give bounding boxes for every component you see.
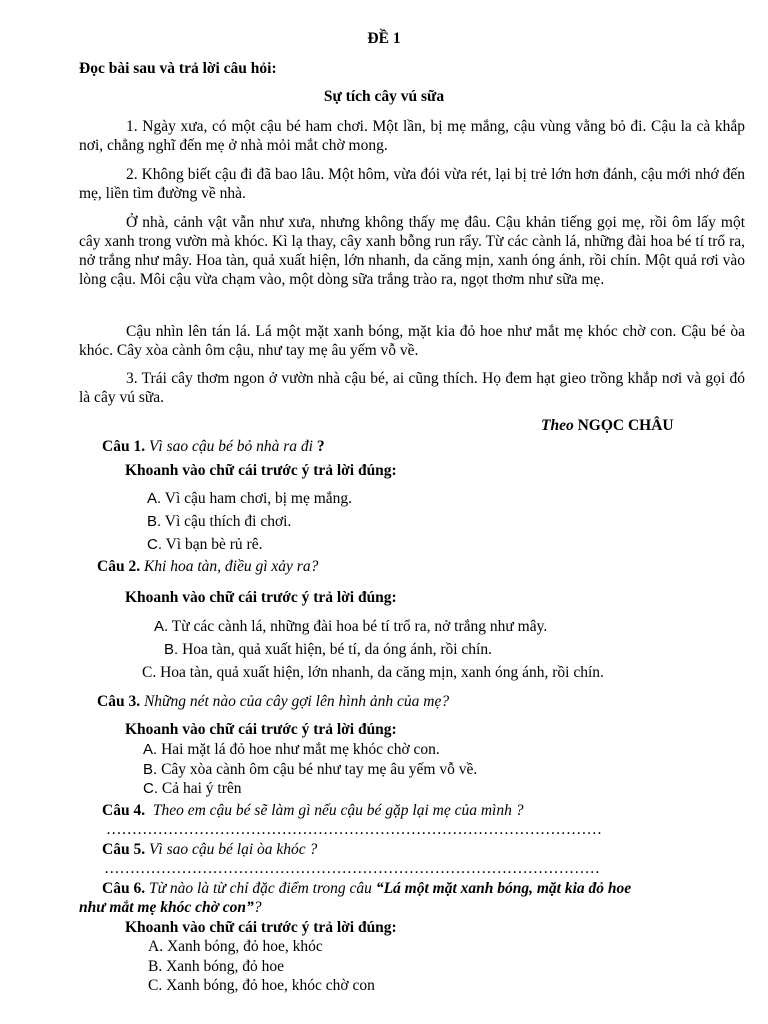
passage-paragraph-2: 2. Không biết cậu đi đã bao lâu. Một hôm, vừa đói vừa rét, lại bị trẻ lớn hơn đánh, cậu mới nhớ đến mẹ, liền tìm đường về nhà. (79, 166, 745, 202)
question-2-option-c[interactable]: C. Hoa tàn, quả xuất hiện, lớn nhanh, da căng mịn, xanh óng ánh, rồi chín. (142, 664, 604, 681)
question-1-option-a[interactable]: A. Vì cậu ham chơi, bị mẹ mắng. (147, 490, 353, 507)
question-6-option-c[interactable]: C. Xanh bóng, đỏ hoe, khóc chờ con (148, 977, 375, 994)
question-1-option-b[interactable]: B. Vì cậu thích đi chơi. (147, 513, 292, 530)
question-2-option-b[interactable]: B. Hoa tàn, quả xuất hiện, bé tí, da óng ánh, rồi chín. (164, 641, 492, 658)
question-2-instruction: Khoanh vào chữ cái trước ý trả lời đúng: (125, 589, 397, 606)
passage-paragraph-1: 1. Ngày xưa, có một cậu bé ham chơi. Một lần, bị mẹ mắng, cậu vùng vằng bỏ đi. Cậu la cà khắp nơi, chẳng nghĩ đến mẹ ở nhà mỏi mắt chờ mong. (79, 118, 745, 154)
question-6: Câu 6. Từ nào là từ chỉ đặc điểm trong câu “Lá một mặt xanh bóng, mặt kia đỏ hoe (102, 880, 632, 897)
reading-instruction: Đọc bài sau và trả lời câu hỏi: (79, 60, 277, 77)
question-6-instruction: Khoanh vào chữ cái trước ý trả lời đúng: (125, 919, 397, 936)
question-1-instruction: Khoanh vào chữ cái trước ý trả lời đúng: (125, 462, 397, 479)
question-3-instruction: Khoanh vào chữ cái trước ý trả lời đúng: (125, 721, 397, 738)
exam-title: ĐỀ 1 (367, 30, 401, 47)
passage-paragraph-3: Ở nhà, cảnh vật vẫn như xưa, nhưng không thấy mẹ đâu. Cậu khản tiếng gọi mẹ, rồi ôm lấy một cây xanh trong vườn mà khóc. Kì lạ thay, cây xanh bỗng run rẩy. Từ các cành lá, những đài hoa bé tí trổ ra, nở trắng như mây. Hoa tàn, quả xuất hiện, lớn nhanh, da căng mịn, xanh óng ánh, rồi chín. Một quả rơi vào lòng cậu. Môi cậu vừa chạm vào, một dòng sữa trắng trào ra, ngọt thơm như sữa mẹ. (79, 214, 745, 288)
question-2: Câu 2. Khi hoa tàn, điều gì xảy ra? (97, 558, 319, 575)
attribution: Theo NGỌC CHÂU (541, 417, 674, 434)
question-4: Câu 4. Theo em cậu bé sẽ làm gì nếu cậu bé gặp lại mẹ của mình ? (102, 802, 524, 819)
story-title: Sự tích cây vú sữa (323, 88, 445, 105)
question-1-option-c[interactable]: C. Vì bạn bè rủ rê. (147, 536, 263, 553)
question-5-answer-line[interactable]: …………………………………………………………………………………… (104, 860, 600, 877)
passage-paragraph-5: 3. Trái cây thơm ngon ở vườn nhà cậu bé, ai cũng thích. Họ đem hạt gieo trồng khắp nơi và gọi đó là cây vú sữa. (79, 370, 745, 406)
question-3-option-b[interactable]: B. Cây xòa cành ôm cậu bé như tay mẹ âu yếm vỗ về. (143, 761, 478, 778)
question-3-option-a[interactable]: A. Hai mặt lá đỏ hoe như mắt mẹ khóc chờ con. (143, 741, 440, 758)
question-1: Câu 1. Vì sao cậu bé bỏ nhà ra đi ? (102, 438, 325, 455)
question-6-continued: như mắt mẹ khóc chờ con”? (79, 899, 262, 916)
question-6-option-b[interactable]: B. Xanh bóng, đỏ hoe (148, 958, 285, 975)
question-3: Câu 3. Những nét nào của cây gợi lên hình ảnh của mẹ? (97, 693, 450, 710)
question-6-option-a[interactable]: A. Xanh bóng, đỏ hoe, khóc (148, 938, 323, 955)
question-2-option-a[interactable]: A. Từ các cành lá, những đài hoa bé tí trổ ra, nở trắng như mây. (154, 618, 548, 635)
passage-paragraph-4: Cậu nhìn lên tán lá. Lá một mặt xanh bóng, mặt kia đỏ hoe như mắt mẹ khóc chờ con. Cậu bé òa khóc. Cây xòa cành ôm cậu, như tay mẹ âu yếm vỗ về. (79, 323, 745, 359)
question-5: Câu 5. Vì sao cậu bé lại òa khóc ? (102, 841, 318, 858)
question-3-option-c[interactable]: C. Cả hai ý trên (143, 780, 242, 797)
question-4-answer-line[interactable]: …………………………………………………………………………………… (106, 821, 602, 838)
